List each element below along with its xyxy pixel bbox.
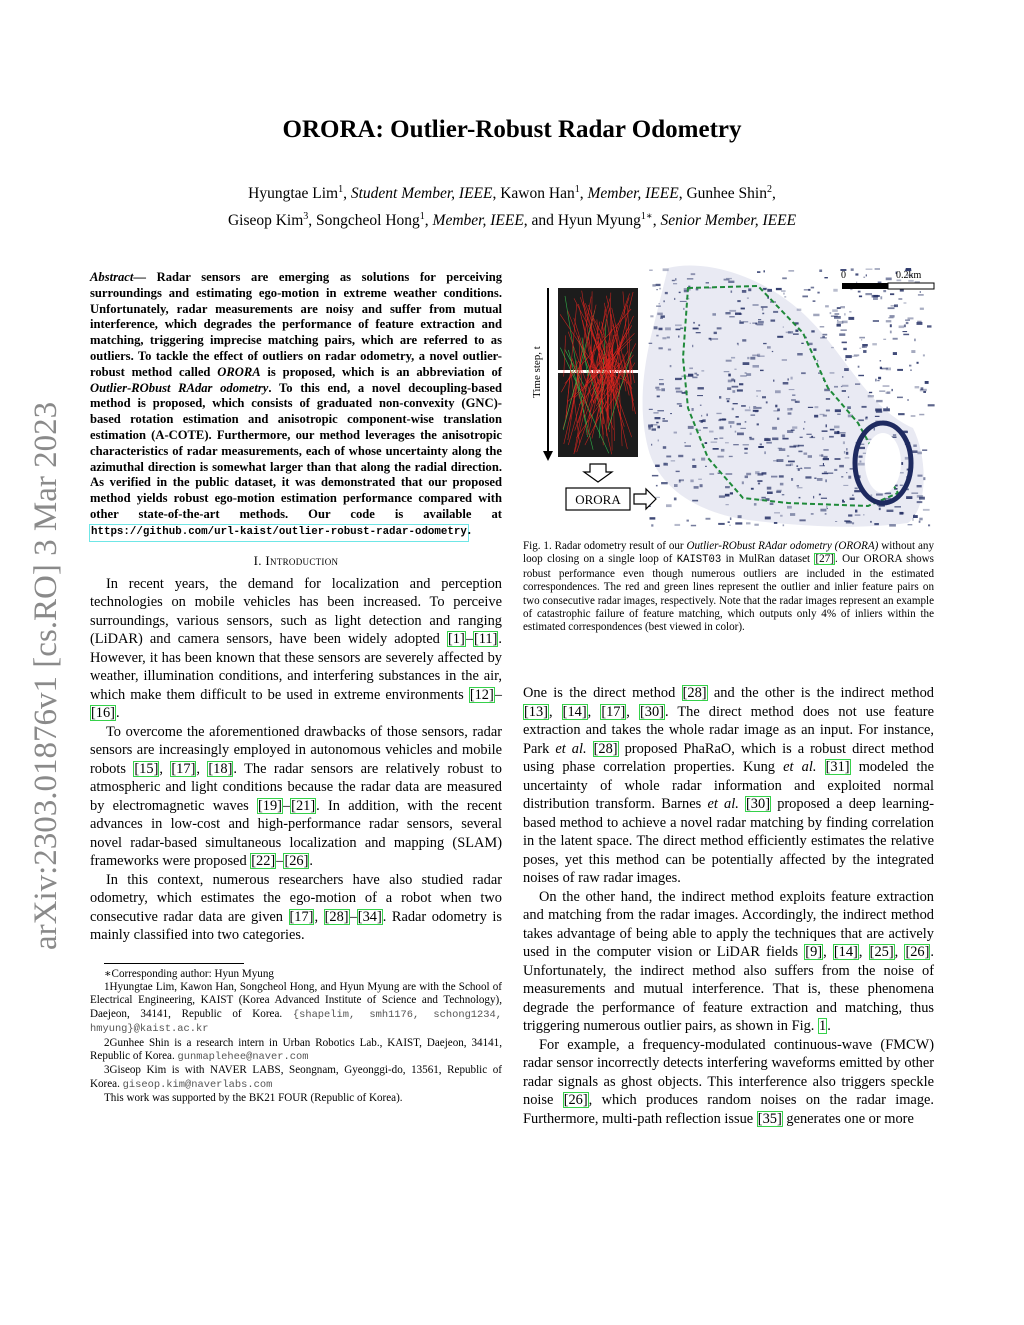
citation-link[interactable]: [30] [746,796,770,812]
caption-sequence-name: KAIST03 [676,554,722,567]
citation-link[interactable]: [16] [91,705,115,722]
caption-italic: Outlier-RObust RAdar odometry (ORORA) [686,540,879,552]
abstract: Abstract— Radar sensors are emerging as solutions for perceiving surroundings and estimating ego-motion in extreme weather conditions. Unfortunately, radar measurements are noisy and suffer from mutual interference, which degrades the performance of feature extraction and matching, triggering imprecise matching pairs, which are referred to as outliers. To tackle the effect of outliers on radar odometry, a novel outlier-robust method called ORORA is proposed, which is an abbreviation of Outlier-RObust RAdar odometry. To this end, a novel decoupling-based method is proposed, which consists of graduated non-convexity (GNC)-based rotation estimation and anisotropic component-wise translation estimation (A-COTE). Furthermore, our method leverages the anisotropic characteristics of radar measurements, each of whose uncertainty along the azimuthal direction is somewhat larger than that along the radial direction. As verified in the public dataset, it was demonstrated that our proposed method yields robust ego-motion estimation performance compared with other state-of-the-art methods. Our code is available at https://github.com/url-kaist/outlier-robust-radar-odometry. [90,270,502,541]
citation-link[interactable]: [35] [757,1110,782,1127]
down-arrow-icon [584,464,612,482]
footnote-email: gunmaplehee@naver.com [177,1050,309,1063]
section-heading [90,553,502,569]
paragraph-text: , [823,944,833,960]
author-name: Kawon Han [500,185,575,203]
body-paragraph [523,684,934,888]
paragraph-text: , which produces random noises on the radar image. Furthermore, multi-path reflection issue [523,1092,934,1127]
left-column [90,270,502,1106]
citation-link[interactable]: [25] [869,944,894,960]
author-name: Hyungtae Lim [248,185,339,203]
paragraph-text: – [282,797,291,814]
footnote-affiliation-3 [90,1064,502,1092]
abstract-text: is proposed, which is an abbreviation of [260,364,502,379]
paragraph-text: . [115,705,120,722]
intro-body [90,575,502,945]
time-arrow [531,288,553,461]
paragraph-text: – [349,908,357,925]
paragraph-text: One is the direct method [523,685,682,701]
paragraph-text: . The direct method does not use feature extraction and takes the whole radar image as an input. For instance, Park [523,703,934,757]
paragraph-text: . Radar odometry is mainly classified into two categories. [90,908,502,944]
paragraph-text: . [309,853,314,870]
paragraph-text: , [196,760,208,777]
citation-link[interactable]: [17] [289,908,314,925]
affiliation-mark: 2 [766,184,772,195]
paragraph-text: modeled the uncertainty of whole radar information and exploited normal distribution transform. Barnes [523,759,934,812]
footnote-email: giseop.kim@naverlabs.com [122,1078,273,1091]
paragraph-text: . In addition, with the recent advances in low-cost and high-performance radar sensors, several novel radar-based simultaneous localization and mapping (SLAM) frameworks were proposed [90,797,502,870]
affiliation-mark: 1 [574,184,580,195]
paragraph-text: generates one or more [782,1110,914,1127]
abstract-text: . [467,522,471,537]
paragraph-text: and the other is the indirect method [707,685,934,701]
paragraph-text: On the other hand, the indirect method exploits feature extraction and matching from the radar images. Accordingly, the indirect method takes advantage of being able to apply the techniques that are actively used in the computer vision or LiDAR fields [523,888,934,960]
footnote-corresponding: ∗Corresponding author: Hyun Myung [104,967,274,980]
paragraph-text: proposed PhaRaO, which is a robust direct method using phase correlation properties. Kung [523,740,934,775]
paragraph-text: proposed a deep learning-based method to achieve a novel radar matching by finding correlation in the latent space. The direct method efficiently estimates the relative poses, yet this method can be potentially affected by the integrated noises of raw radar images. [523,796,935,886]
figure-1 [528,258,936,533]
right-column [523,684,934,1128]
author-name: Giseop Kim [227,212,304,230]
author-role: Member, IEEE [587,185,679,203]
affiliation-mark: 1 [338,184,344,195]
author-name: Gunhee Shin [686,185,767,203]
caption-text: . Our ORORA shows robust performance even though numerous outliers are included in the estimated correspondences. The red and green lines represent the outlier and inlier feature pairs on two consecutive radar images, respectively. Note that the radar images represent an example of catastrophic failure of feature matching, which outputs only 4% of inliers within the estimated correspondences (best viewed in color). [523,553,935,634]
affiliation-mark: 3 [303,211,309,223]
affiliation-mark: 1∗ [640,211,653,223]
paragraph-text: , [159,760,171,777]
citation-link[interactable]: [11] [473,631,498,648]
paragraph-text: et al. [555,740,587,757]
paragraph-text: In recent years, the demand for localization and perception technologies on mobile vehicles has been increased. To perceive surroundings, various sensors, such as light detection and ranging (LiDAR) and camera sensors, have been widely adopted [90,575,502,648]
citation-link[interactable]: [17] [601,703,626,720]
citation-link[interactable]: [1] [447,631,465,648]
right-arrow-icon [634,489,656,509]
citation-link[interactable]: [12] [469,686,494,703]
paragraph-text: , [894,944,905,960]
abstract-text: Radar sensors are emerging as solutions for perceiving surroundings and estimating ego-motion in extreme weather conditions. Unfortunately, radar measurements are noisy and suffer from mutual interference, which degrades the performance of feature extraction and matching, triggering imprecise matching pairs, which are referred to as outliers. To tackle the effect of outliers on radar odometry, a novel outlier-robust method called [90,270,502,379]
method-name: ORORA [217,364,261,379]
body-paragraph [523,888,934,1036]
footnote-text: 2Gunhee Shin is a research intern in Urban Robotics Lab., KAIST, Daejeon, 34141, Republic of Korea. [90,1036,502,1062]
citation-link[interactable]: [27] [815,553,834,566]
body-paragraph [90,723,502,871]
paragraph-text: , [626,703,639,720]
paragraph-text: et al. [707,796,739,812]
citation-link[interactable]: [31] [825,759,850,775]
paragraph-text: , [314,908,324,925]
citation-link[interactable]: [26] [563,1092,588,1108]
citation-link[interactable]: [13] [524,703,548,720]
paper-title: ORORA: Outlier-Robust Radar Odometry [282,116,742,143]
citation-link[interactable]: 1 [818,1018,827,1034]
citation-link[interactable]: [18] [208,760,233,777]
abstract-text: . To this end, a novel decoupling-based method is proposed, which consists of graduated non-convexity (GNC)-based rotation estimation and anisotropic component-wise translation estimation (A-COTE). Furthermore, our method leverages the anisotropic characteristics of radar measurements, each of whose uncertainty along the azimuthal direction is somewhat larger than that along the radial direction. As verified in the public dataset, it was demonstrated that our proposed method yields robust ego-motion estimation performance compared with other state-of-the-art methods. Our code is available at [90,380,502,521]
author-name: Songcheol Hong [316,212,420,230]
paragraph-text: . [827,1018,831,1034]
section-title: Introduction [265,552,339,568]
citation-link[interactable]: [30] [639,703,664,720]
paragraph-text: For example, a frequency-modulated continuous-wave (FMCW) radar sensor incorrectly detects interfering waveforms emitted by other radar signals as ghost objects. This interference also triggers speckle noise [523,1036,934,1108]
citation-link[interactable]: [19] [257,797,282,814]
author-role: Member, IEEE [432,212,524,230]
paragraph-text: – [276,853,284,870]
caption-text: in MulRan dataset [721,553,815,566]
caption-text: Fig. 1. Radar odometry result of our [523,540,687,552]
figure-caption [523,540,934,635]
body-paragraph [90,871,502,945]
author-list: Hyungtae Lim$^1$, Student Member, IEEE, Kawon Han$^1$, Member, IEEE, Gunhee Shin$^2$, Giseop Kim$^3$, Songcheol Hong$^1$, Member, IEEE, and Hyun Myung$^{1∗}$, Senior Member, IEEE [227,184,797,230]
abstract-label: Abstract [90,270,134,284]
paragraph-text: . The radar sensors are relatively robust to atmospheric and light conditions because the radar data are measured by electromagnetic waves [90,760,502,814]
author-name: Hyun Myung [557,212,641,230]
caption-text: without any loop closing on a single loop of [523,540,934,566]
paragraph-text [587,741,593,757]
footnote-affiliation-1 [90,981,502,1037]
paragraph-text: , [587,703,601,720]
paragraph-text [816,759,824,775]
footnote-text: 1Hyungtae Lim, Kawon Han, Songcheol Hong, and Hyun Myung are with the School of Electrical Engineering, KAIST (Korea Advanced Institute of Science and Technology), Daejeon, 34141, Republic of Korea. [90,980,502,1020]
radar-image-stack [558,288,638,457]
citation-link[interactable]: [34] [357,908,382,925]
arxiv-stamp: arXiv:2303.01876v1 [cs.RO] 3 Mar 2023 [28,401,64,950]
paragraph-text: et al. [783,759,817,775]
radar-map [643,265,935,526]
time-step-label: Time step, t [531,346,543,398]
paragraph-text: , [858,944,869,960]
code-link[interactable]: https://github.com/url-kaist/outlier-robust-radar-odometry [90,525,468,541]
paragraph-text: – [494,686,502,703]
footnote-rule [104,963,244,964]
author-role: Senior Member, IEEE [660,212,797,230]
method-full-name: Outlier-RObust RAdar odometry [90,380,269,395]
section-number: I. [253,552,266,568]
citation-link[interactable]: [22] [251,853,276,870]
citation-link[interactable]: [17] [171,760,196,777]
citation-link[interactable]: [15] [134,760,159,777]
footnote-email: {shapelim, smh1176, schong1234, hmyung}@kaist.ac.kr [90,1008,502,1036]
citation-link[interactable]: [28] [682,685,707,701]
author-role: Student Member, IEEE [350,185,493,203]
body-paragraph [523,1036,934,1129]
citation-link[interactable]: [21] [291,797,316,814]
paragraph-text: . Unfortunately, the indirect method also suffers from the noise of measurements and mutual interference. That is, these phenomena degrade the performance of feature extraction and matching, thus triggering numerous outlier pairs, as shown in Fig. [523,944,935,1034]
figure-graphic [528,258,936,533]
affiliation-mark: 1 [419,211,425,223]
citation-link[interactable]: [14] [833,944,858,960]
paragraph-text: In this context, numerous researchers have also studied radar odometry, which estimates the ego-motion of a robot when two consecutive radar data are given [90,871,502,925]
paragraph-text: To overcome the aforementioned drawbacks of those sensors, radar sensors are increasingly employed in autonomous vehicles and mobile robots [90,723,502,777]
citation-link[interactable]: [14] [562,703,587,720]
footnote-affiliation-2 [90,1037,502,1065]
scale-label-start: 0 [841,270,846,281]
scale-label-end: 0.2km [896,270,922,281]
body-paragraph [90,575,502,723]
citation-link[interactable]: [26] [905,944,930,960]
paragraph-text: . However, it has been known that these sensors are severely affected by weather, illumination conditions, and interfering substances in the air, which make them difficult to be used in extreme environments [90,631,502,703]
footnote-funding: This work was supported by the BK21 FOUR (Republic of Korea). [104,1092,403,1105]
citation-link[interactable]: [28] [324,908,349,925]
citation-link[interactable]: [28] [593,740,618,757]
paragraph-text: – [465,631,473,648]
footnote-text: 3Giseop Kim is with NAVER LABS, Seongnam, Gyeonggi-do, 13561, Republic of Korea. [90,1064,502,1090]
citation-link[interactable]: [26] [284,853,309,870]
paragraph-text: , [548,703,562,720]
citation-link[interactable]: [9] [805,944,823,960]
orora-box-label: ORORA [575,492,621,507]
